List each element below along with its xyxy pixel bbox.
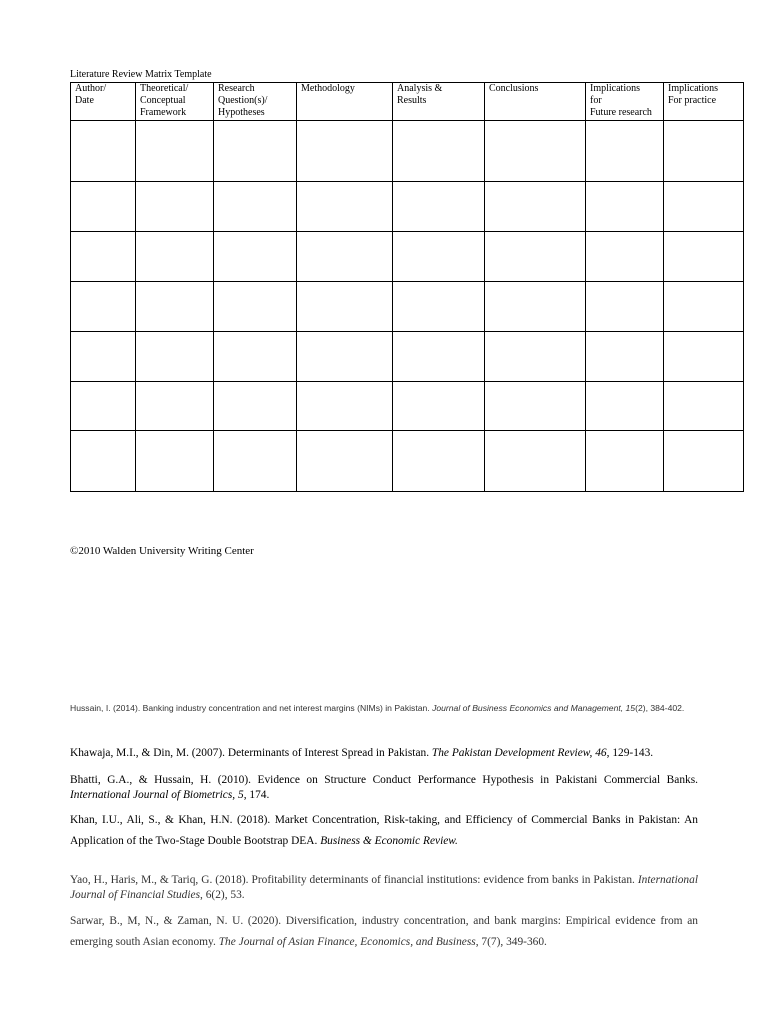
copyright-line: ©2010 Walden University Writing Center [70, 545, 254, 557]
table-cell[interactable] [664, 332, 744, 382]
table-cell[interactable] [297, 382, 393, 431]
header-research-questions: Research Question(s)/ Hypotheses [214, 83, 297, 121]
table-cell[interactable] [297, 282, 393, 332]
table-cell[interactable] [214, 282, 297, 332]
table-cell[interactable] [136, 282, 214, 332]
table-row [71, 382, 744, 431]
table-cell[interactable] [664, 182, 744, 232]
table-cell[interactable] [393, 332, 485, 382]
table-row [71, 232, 744, 282]
table-cell[interactable] [393, 232, 485, 282]
table-row [71, 332, 744, 382]
table-cell[interactable] [71, 121, 136, 182]
table-cell[interactable] [664, 431, 744, 492]
table-cell[interactable] [297, 332, 393, 382]
matrix-caption: Literature Review Matrix Template [70, 69, 212, 80]
table-cell[interactable] [136, 431, 214, 492]
header-implications-practice: Implications For practice [664, 83, 744, 121]
table-cell[interactable] [136, 382, 214, 431]
table-cell[interactable] [586, 232, 664, 282]
table-cell[interactable] [297, 431, 393, 492]
table-cell[interactable] [664, 121, 744, 182]
header-conclusions: Conclusions [485, 83, 586, 121]
table-row [71, 282, 744, 332]
header-implications-research: Implications for Future research [586, 83, 664, 121]
header-theoretical-framework: Theoretical/ Conceptual Framework [136, 83, 214, 121]
table-cell[interactable] [297, 232, 393, 282]
table-cell[interactable] [485, 182, 586, 232]
table-cell[interactable] [393, 431, 485, 492]
table-cell[interactable] [393, 182, 485, 232]
literature-review-matrix [70, 82, 744, 492]
table-cell[interactable] [664, 282, 744, 332]
table-cell[interactable] [485, 121, 586, 182]
table-cell[interactable] [136, 121, 214, 182]
table-cell[interactable] [586, 431, 664, 492]
table-cell[interactable] [297, 182, 393, 232]
table-cell[interactable] [71, 382, 136, 431]
table-row [71, 182, 744, 232]
table-cell[interactable] [485, 332, 586, 382]
header-author-date: Author/ Date [71, 83, 136, 121]
table-cell[interactable] [664, 232, 744, 282]
table-cell[interactable] [136, 232, 214, 282]
table-cell[interactable] [136, 182, 214, 232]
table-cell[interactable] [393, 282, 485, 332]
table-cell[interactable] [485, 431, 586, 492]
table-cell[interactable] [214, 121, 297, 182]
table-cell[interactable] [485, 382, 586, 431]
table-cell[interactable] [586, 121, 664, 182]
table-cell[interactable] [393, 382, 485, 431]
table-cell[interactable] [71, 332, 136, 382]
table-row [71, 121, 744, 182]
table-cell[interactable] [136, 332, 214, 382]
table-cell[interactable] [214, 382, 297, 431]
table-cell[interactable] [214, 431, 297, 492]
header-methodology: Methodology [297, 83, 393, 121]
table-cell[interactable] [586, 382, 664, 431]
table-cell[interactable] [297, 121, 393, 182]
reference-sarwar: Sarwar, B., M, N., & Zaman, N. U. (2020). Diversification, industry concentration, and bank margins: Empirical evidence from an emerging south Asian economy. The Journal of Asian Finance, Economics, and Business, 7(7), 349-360. [70, 915, 698, 948]
reference-hussain: Hussain, I. (2014). Banking industry concentration and net interest margins (NIMs) in Pakistan. Journal of Business Economics and Management, 15(2), 384-402. [70, 703, 685, 713]
table-cell[interactable] [71, 431, 136, 492]
reference-bhatti: Bhatti, G.A., & Hussain, H. (2010). Evidence on Structure Conduct Performance Hypothesis in Pakistani Commercial Banks. International Journal of Biometrics, 5, 174. [70, 774, 698, 801]
table-cell[interactable] [485, 282, 586, 332]
header-row [71, 83, 744, 121]
table-cell[interactable] [214, 182, 297, 232]
table-cell[interactable] [393, 121, 485, 182]
table-cell[interactable] [586, 282, 664, 332]
table-cell[interactable] [214, 232, 297, 282]
header-analysis-results: Analysis & Results [393, 83, 485, 121]
table-cell[interactable] [586, 182, 664, 232]
table-cell[interactable] [664, 382, 744, 431]
table-cell[interactable] [71, 182, 136, 232]
table-cell[interactable] [586, 332, 664, 382]
reference-khawaja: Khawaja, M.I., & Din, M. (2007). Determinants of Interest Spread in Pakistan. The Pakistan Development Review, 46, 129-143. [70, 747, 654, 759]
reference-yao: Yao, H., Haris, M., & Tariq, G. (2018). Profitability determinants of financial institutions: evidence from banks in Pakistan. International Journal of Financial Studies, 6(2), 53. [70, 874, 698, 901]
table-cell[interactable] [71, 232, 136, 282]
table-cell[interactable] [485, 232, 586, 282]
table-row [71, 431, 744, 492]
reference-khan: Khan, I.U., Ali, S., & Khan, H.N. (2018). Market Concentration, Risk-taking, and Efficiency of Commercial Banks in Pakistan: An Application of the Two-Stage Double Bootstrap DEA. Business & Economic Review. [70, 814, 698, 847]
table-cell[interactable] [214, 332, 297, 382]
table-cell[interactable] [71, 282, 136, 332]
